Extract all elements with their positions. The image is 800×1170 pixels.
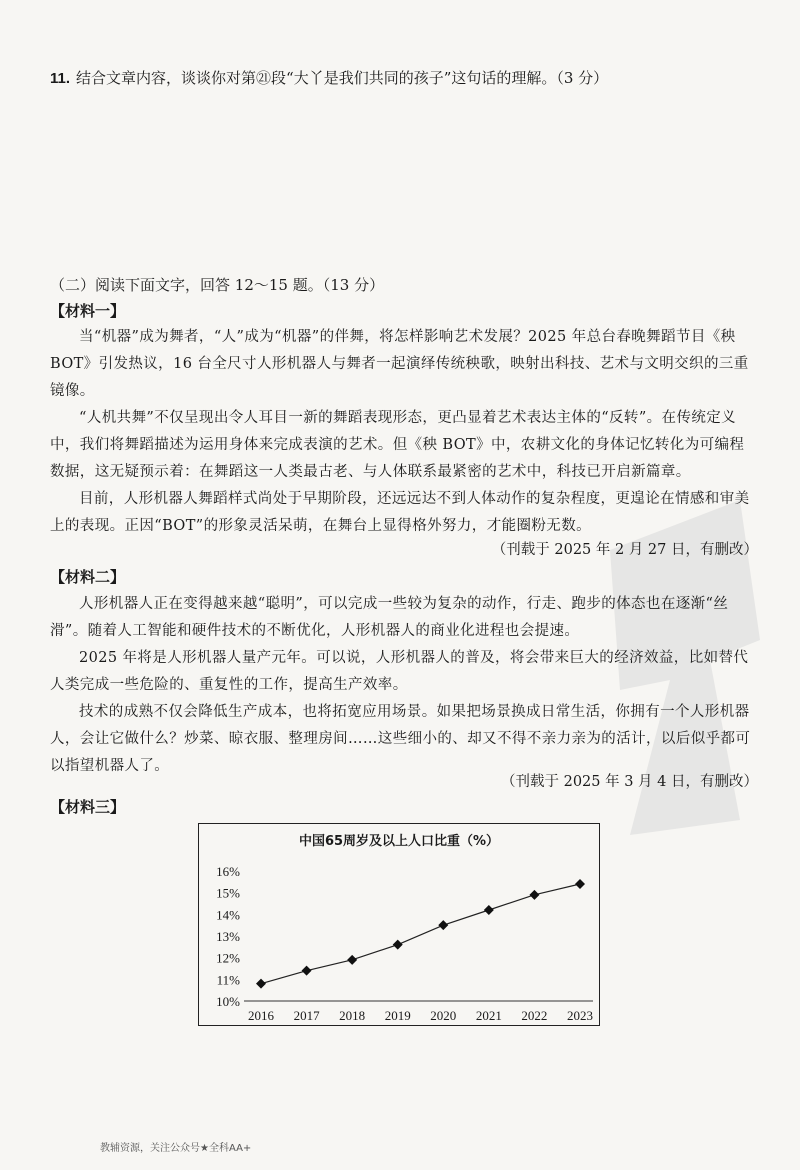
material-3-label: 【材料三】: [50, 798, 126, 816]
y-tick-label: 10%: [216, 994, 240, 1009]
x-tick-label: 2019: [384, 1008, 411, 1023]
section-heading: （二）阅读下面文字，回答 12～15 题。（13 分）: [50, 276, 385, 294]
chart-frame: [199, 824, 600, 1026]
x-tick-label: 2016: [248, 1008, 274, 1023]
x-tick-label: 2023: [567, 1008, 593, 1023]
material-2-source: （刊载于 2025 年 3 月 4 日，有删改）: [500, 774, 758, 790]
material-2-paragraph-3: 技术的成熟不仅会降低生产成本，也将拓宽应用场景。如果把场景换成日常生活，你拥有一个人形机器人，会让它做什么？炒菜、晾衣服、整理房间……这些细小的、却又不得不亲力亲为的活计，以后似乎都可以指望机器人了。: [50, 704, 751, 774]
question-11: [50, 67, 770, 88]
y-tick-label: 12%: [216, 950, 240, 966]
material-1-source: （刊载于 2025 年 2 月 27 日，有删改）: [491, 542, 758, 558]
x-tick-label: 2018: [339, 1008, 366, 1023]
x-tick-label: 2017: [293, 1008, 320, 1023]
x-tick-label: 2022: [521, 1008, 548, 1023]
population-chart: [198, 823, 600, 1026]
material-1-paragraph-1: 当“机器”成为舞者，“人”成为“机器”的伴舞，将怎样影响艺术发展？2025 年总台春晚舞蹈节目《秧 BOT》引发热议，16 台全尺寸人形机器人与舞者一起演绎传统秧歌，映射出科技、艺术与文明交织的三重镜像。: [50, 329, 749, 399]
x-tick-label: 2020: [430, 1008, 457, 1023]
material-1-label: 【材料一】: [50, 302, 126, 320]
chart-title: 中国65周岁及以上人口比重（%）: [298, 834, 500, 849]
y-tick-label: 11%: [216, 972, 240, 988]
y-tick-label: 14%: [216, 907, 240, 923]
y-tick-label: 13%: [216, 929, 240, 944]
y-tick-label: 15%: [216, 885, 240, 901]
footer-text: 教辅资源，关注公众号★全科AA+: [100, 1143, 252, 1154]
question-text: 结合文章内容，谈谈你对第㉑段“大丫是我们共同的孩子”这句话的理解。（3 分）: [76, 69, 609, 87]
material-1-paragraph-3: 目前，人形机器人舞蹈样式尚处于早期阶段，还远远达不到人体动作的复杂程度，更遑论在情感和审美上的表现。正因“BOT”的形象灵活呆萌，在舞台上显得格外努力，才能圈粉无数。: [50, 491, 750, 534]
material-2-label: 【材料二】: [50, 568, 126, 586]
material-1-paragraph-2: “人机共舞”不仅呈现出令人耳目一新的舞蹈表现形态，更凸显着艺术表达主体的“反转”。在传统定义中，我们将舞蹈描述为运用身体来完成表演的艺术。但《秧 BOT》中，农耕文化的身体记忆转化为可编程数据，这无疑预示着：在舞蹈这一人类最古老、与人体联系最紧密的艺术中，科技已开启新篇章。: [50, 410, 745, 480]
chart-svg: [198, 823, 600, 1026]
x-tick-label: 2021: [475, 1008, 502, 1023]
question-number: 11.: [50, 70, 71, 87]
material-2-paragraph-1: 人形机器人正在变得越来越“聪明”，可以完成一些较为复杂的动作，行走、跑步的体态也在逐渐“丝滑”。随着人工智能和硬件技术的不断优化，人形机器人的商业化进程也会提速。: [50, 596, 729, 639]
y-tick-label: 16%: [216, 864, 240, 879]
material-2-paragraph-2: 2025 年将是人形机器人量产元年。可以说，人形机器人的普及，将会带来巨大的经济效益，比如替代人类完成一些危险的、重复性的工作，提高生产效率。: [50, 650, 749, 693]
